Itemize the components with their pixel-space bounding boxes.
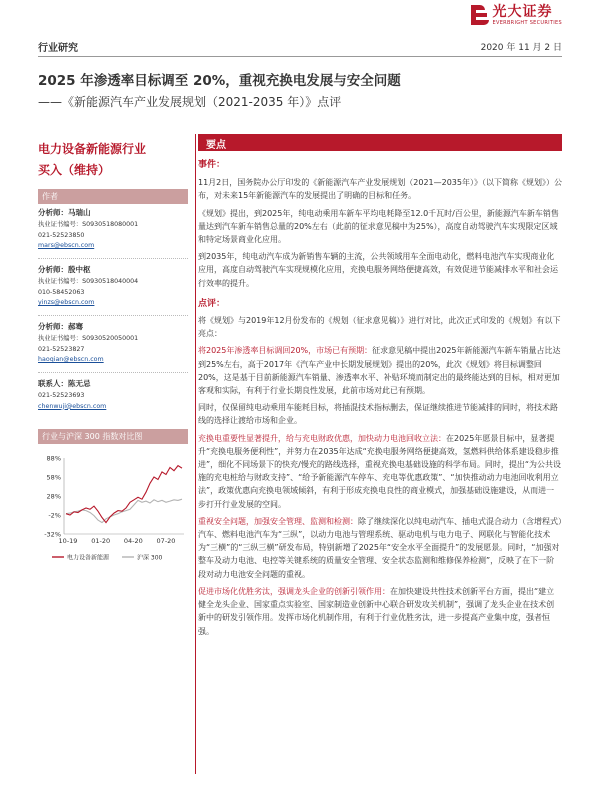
analyst-name: 分析师：郝骞 — [38, 322, 83, 331]
summary-header — [198, 134, 562, 151]
highlight-paragraph — [198, 344, 562, 397]
analyst-cert: 执业证书编号：S0930518040004 — [38, 278, 139, 285]
y-tick-label: 88% — [46, 454, 61, 463]
index-comparison-chart — [38, 450, 188, 565]
logo-name-en: EVERBRIGHT SECURITIES — [492, 20, 562, 26]
event-paragraph: 《规划》提出，到2025年，纯电动乘用车新车平均电耗降至12.0千瓦时/百公里，新能源汽车新车销售量达到汽车新车销售总量的20%左右（此前的征求意见稿中为25%），高度自动驾驶汽车实现限定区域和特定场景商业化应用。 — [198, 208, 559, 245]
legend-label: 沪深 300 — [137, 554, 163, 562]
analyst-cert: 执业证书编号：S0930518080001 — [38, 221, 139, 228]
highlight-paragraph — [198, 585, 562, 638]
x-tick-label: 04-20 — [123, 537, 143, 545]
event-paragraph: 到2035年，纯电动汽车成为新销售车辆的主流，公共领域用车全面电动化，燃料电池汽车实现商业化应用，高度自动驾驶汽车实现规模化应用，充换电服务网络便捷高效，有效促进节能减排水平和社会运行效率的提升。 — [198, 252, 558, 288]
logo-name: 光大证券 — [492, 4, 553, 20]
highlight-body: 在2025年愿景目标中，显著提升“充换电服务便利性”，并努力在2035年达成“充换电服务网络便捷高效，氢燃料供给体系建设稳步推进”，细化不同场景下的快充/慢充的路线选择，重视充换电基础设施的科学布局。同时，提出“为公共设施的充电桩给与财政支持”、“给予新能源汽车停车、充电等优惠政策”、“加快推动动力电池回收利用立法”，政策优惠向充换电领域倾斜，有利于形成充换电良性的商业模式，加强基础设施建设，从而进一步打开行业发展的空间。 — [198, 433, 561, 509]
event-heading: 事件： — [198, 160, 226, 170]
analyst-name: 分析师：马瑞山 — [38, 208, 91, 217]
analyst-card — [38, 206, 188, 252]
analyst-card — [38, 320, 188, 366]
chart-header: 行业与沪深 300 指数对比图 — [38, 429, 188, 444]
contact-card — [38, 377, 188, 412]
highlight-lead: 重视安全问题，加强安全管理、监测和检测： — [198, 516, 358, 526]
x-tick-label: 01-20 — [91, 537, 111, 545]
analyst-phone: 010-58452063 — [38, 288, 85, 296]
divider — [38, 258, 188, 259]
highlight-body: 征求意见稿中提出2025年新能源汽车新车销量占比达到25%左右，高于2017年《汽车产业中长期发展规划》提出的20%，此次《规划》将目标调整回20%，这是基于目前新能源汽车销量、渗透率水平、补贴环境而制定出的最终能达到的目标，相对更加客观和实际，有利于行业长期良性发展，此前市场对此已有预期。 — [198, 346, 561, 396]
analyst-email-link[interactable]: mars@ebscn.com — [38, 242, 95, 250]
highlight-body: 除了继续深化以纯电动汽车、插电式混合动力（含增程式）汽车、燃料电池汽车为“三纵”，以动力电池与管理系统、驱动电机与电力电子、网联化与智能化技术为“三横”的“三纵三横”研发布局，特别新增了2025年“安全水平全面提升”的发展愿景。同时，“加强对整车及动力电池、电控等关键系统的质量安全管理、安全状态监测和维修保养检测”，反映了在下一阶段对动力电池安全问题的重视。 — [198, 516, 562, 579]
series-line — [66, 499, 182, 522]
event-paragraph: 11月2日，国务院办公厅印发的《新能源汽车产业发展规划（2021—2035年）》（以下简称《规划》）公布，对未来15年新能源汽车的发展提出了明确的目标和任务。 — [198, 178, 562, 201]
analyst-card — [38, 263, 188, 309]
highlight-paragraph — [198, 432, 562, 511]
comment-intro: 将《规划》与2019年12月份发布的《规划（征求意见稿）》进行对比，此次正式印发的《规划》有以下亮点： — [198, 316, 561, 339]
analyst-name: 分析师：殷中枢 — [38, 265, 91, 274]
highlight-lead: 充换电重要性显著提升，给与充电财政优惠，加快动力电池回收立法： — [198, 433, 446, 443]
report-category: 行业研究 — [38, 43, 78, 54]
summary-body — [198, 159, 562, 638]
analyst-phone: 021-52523827 — [38, 345, 85, 353]
highlight-body: 在加快建设共性技术创新平台方面，提出“建立健全龙头企业、国家重点实验室、国家制造业创新中心联合研发攻关机制”，强调了龙头企业在技术创新中的研发引领作用。发挥市场化机制作用，有利于行业优胜劣汰，进一步提高产业集中度，强者恒强。 — [198, 586, 555, 636]
contact-name: 联系人：陈无忌 — [38, 379, 91, 388]
analyst-email-link[interactable]: haoqian@ebscn.com — [38, 356, 104, 364]
summary-label: 要点 — [206, 140, 226, 151]
report-date: 2020 年 11 月 2 日 — [480, 43, 562, 53]
y-tick-label: -2% — [48, 511, 61, 520]
page-title: 2025 年渗透率目标调至 20%，重视充换电发展与安全问题 — [38, 73, 401, 89]
analyst-email-link[interactable]: yinzs@ebscn.com — [38, 299, 95, 307]
header-divider — [38, 56, 562, 57]
comment-heading: 点评： — [198, 298, 226, 309]
y-tick-label: 58% — [46, 473, 61, 482]
divider — [38, 372, 188, 373]
contact-email-link[interactable]: chenwuji@ebscn.com — [38, 402, 107, 410]
logo-mark-icon — [471, 5, 489, 25]
y-tick-label: -32% — [44, 530, 61, 539]
authors-header: 作者 — [38, 189, 188, 204]
y-tick-label: 28% — [46, 492, 61, 501]
series-line — [66, 466, 182, 523]
logo — [471, 4, 562, 26]
comment-paragraph: 同时，仅保留纯电动乘用车能耗目标，将插混技术指标删去，保证继续推进节能减排的同时，将技术路线的选择让渡给市场和企业。 — [198, 403, 558, 426]
highlight-lead: 将2025年渗透率目标调回20%，市场已有预期： — [198, 346, 373, 356]
divider — [38, 315, 188, 316]
page-subtitle: ——《新能源汽车产业发展规划（2021-2035 年）》点评 — [38, 95, 342, 109]
highlight-paragraph — [198, 515, 562, 581]
column-divider — [195, 134, 196, 774]
contact-phone: 021-52523693 — [38, 392, 85, 399]
sector-name: 电力设备新能源行业 — [38, 142, 147, 156]
legend-label: 电力设备新能源 — [67, 554, 110, 562]
analyst-phone: 021-52523850 — [38, 231, 85, 239]
sector-rating — [38, 139, 188, 181]
highlight-lead: 促进市场化优胜劣汰，强调龙头企业的创新引领作用： — [198, 586, 390, 596]
analyst-cert: 执业证书编号：S0930520050001 — [38, 335, 139, 342]
x-tick-label: 10-19 — [58, 537, 78, 545]
x-tick-label: 07-20 — [156, 537, 176, 545]
rating: 买入（维持） — [38, 163, 111, 177]
